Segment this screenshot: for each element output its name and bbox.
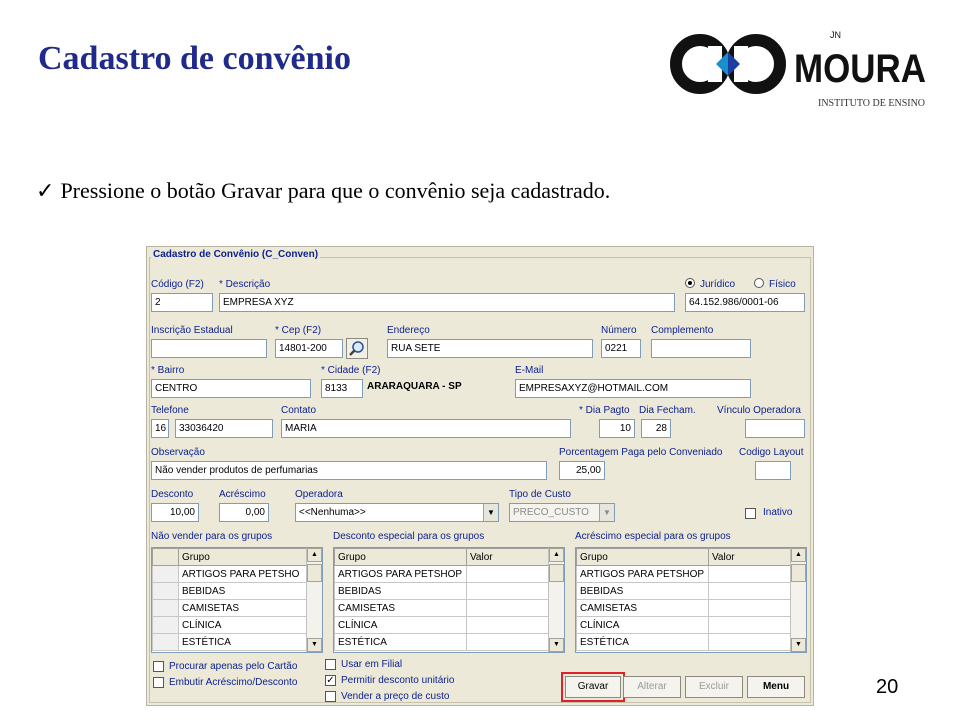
operadora-value: <<Nenhuma>>	[299, 507, 366, 518]
logo-text: MOURA	[794, 47, 926, 91]
fisico-label: Físico	[769, 279, 796, 290]
cep-search-button[interactable]	[346, 338, 368, 359]
desconto-label: Desconto	[151, 489, 194, 500]
dia-pagto-field[interactable]: 10	[599, 419, 635, 438]
codigo-layout-field[interactable]	[755, 461, 791, 480]
observacao-field[interactable]: Não vender produtos de perfumarias	[151, 461, 547, 480]
telefone-label: Telefone	[151, 405, 189, 416]
acrescimo-field[interactable]: 0,00	[219, 503, 269, 522]
nao-vender-grid[interactable]	[151, 547, 323, 653]
ddd-field[interactable]: 16	[151, 419, 169, 438]
acrescimo-label: Acréscimo	[219, 489, 266, 500]
tipo-custo-select[interactable]	[509, 503, 615, 522]
desconto-grupos-label: Desconto especial para os grupos	[333, 531, 485, 542]
complemento-label: Complemento	[651, 325, 714, 336]
descricao-field[interactable]: EMPRESA XYZ	[219, 293, 675, 312]
moura-logo	[668, 20, 930, 116]
scroll-thumb[interactable]	[307, 564, 322, 582]
dia-fecham-label: Dia Fecham.	[639, 405, 696, 416]
acrescimo-table	[576, 548, 791, 651]
logo-subtitle: INSTITUTO DE ENSINO	[818, 98, 926, 109]
scroll-down-icon[interactable]: ▼	[791, 638, 806, 652]
table-row[interactable]: CLÍNICA	[577, 617, 709, 634]
chevron-down-icon[interactable]: ▼	[599, 504, 614, 521]
table-row[interactable]: ARTIGOS PARA PETSHOP	[335, 566, 467, 583]
descricao-label: * Descrição	[219, 279, 271, 290]
column-header[interactable]: Grupo	[179, 549, 307, 566]
dia-fecham-field[interactable]: 28	[641, 419, 671, 438]
table-row[interactable]: ESTÉTICA	[577, 634, 709, 651]
scrollbar[interactable]	[548, 548, 564, 652]
chevron-down-icon[interactable]: ▼	[483, 504, 498, 521]
table-row[interactable]: BEBIDAS	[335, 583, 467, 600]
embutir-checkbox[interactable]	[153, 677, 164, 688]
inativo-label: Inativo	[763, 507, 793, 518]
cnpj-field[interactable]: 64.152.986/0001-06	[685, 293, 805, 312]
form-title: Cadastro de Convênio (C_Conven)	[153, 249, 319, 260]
email-field[interactable]: EMPRESAXYZ@HOTMAIL.COM	[515, 379, 751, 398]
contato-label: Contato	[281, 405, 317, 416]
scroll-up-icon[interactable]: ▲	[791, 548, 806, 562]
inscricao-label: Inscrição Estadual	[151, 325, 233, 336]
magnifier-icon	[347, 339, 367, 358]
telefone-field[interactable]: 33036420	[175, 419, 273, 438]
table-row[interactable]: CLÍNICA	[179, 617, 307, 634]
usar-filial-label: Usar em Filial	[341, 659, 403, 670]
vender-custo-label: Vender a preço de custo	[341, 691, 450, 702]
instruction-line	[36, 178, 610, 204]
table-row[interactable]: CAMISETAS	[577, 600, 709, 617]
table-row[interactable]: CAMISETAS	[335, 600, 467, 617]
inscricao-field[interactable]	[151, 339, 267, 358]
bairro-field[interactable]: CENTRO	[151, 379, 311, 398]
menu-button[interactable]: Menu	[747, 676, 805, 698]
observacao-label: Observação	[151, 447, 205, 458]
cep-label: * Cep (F2)	[275, 325, 322, 336]
codigo-field[interactable]: 2	[151, 293, 213, 312]
procurar-cartao-label: Procurar apenas pelo Cartão	[169, 661, 298, 672]
acrescimo-grid[interactable]	[575, 547, 807, 653]
table-row[interactable]: ESTÉTICA	[179, 634, 307, 651]
scroll-up-icon[interactable]: ▲	[307, 548, 322, 562]
nao-vender-table	[152, 548, 307, 651]
fisico-radio[interactable]	[754, 278, 764, 288]
column-header[interactable]: Grupo	[335, 549, 467, 566]
column-header[interactable]: Valor	[467, 549, 549, 566]
table-row[interactable]: BEBIDAS	[179, 583, 307, 600]
operadora-label: Operadora	[295, 489, 343, 500]
slide-title: Cadastro de convênio	[38, 40, 351, 77]
contato-field[interactable]: MARIA	[281, 419, 571, 438]
table-row[interactable]: ARTIGOS PARA PETSHOP	[577, 566, 709, 583]
porcentagem-label: Porcentagem Paga pelo Conveniado	[559, 447, 723, 458]
desconto-table	[334, 548, 549, 651]
table-row[interactable]: BEBIDAS	[577, 583, 709, 600]
instruction-text: Pressione o botão Gravar para que o convênio seja cadastrado.	[60, 178, 611, 203]
cidade-label: * Cidade (F2)	[321, 365, 381, 376]
cep-field[interactable]: 14801-200	[275, 339, 343, 358]
juridico-label: Jurídico	[700, 279, 736, 290]
permitir-desconto-checkbox[interactable]: ✓	[326, 675, 335, 686]
operadora-select[interactable]	[295, 503, 499, 522]
table-row[interactable]: CLÍNICA	[335, 617, 467, 634]
inativo-checkbox[interactable]	[745, 508, 756, 519]
scroll-down-icon[interactable]: ▼	[307, 638, 322, 652]
numero-field[interactable]: 0221	[601, 339, 641, 358]
usar-filial-checkbox[interactable]	[325, 659, 336, 670]
permitir-desconto-label: Permitir desconto unitário	[341, 675, 455, 686]
table-row[interactable]: CAMISETAS	[179, 600, 307, 617]
column-header[interactable]: Grupo	[577, 549, 709, 566]
email-label: E-Mail	[515, 365, 544, 376]
checkmark-icon: ✓	[36, 178, 55, 203]
codigo-layout-label: Codigo Layout	[739, 447, 804, 458]
scroll-thumb[interactable]	[549, 564, 564, 582]
acrescimo-grupos-label: Acréscimo especial para os grupos	[575, 531, 731, 542]
procurar-cartao-checkbox[interactable]	[153, 661, 164, 672]
alterar-button[interactable]: Alterar	[623, 676, 681, 698]
codigo-label: Código (F2)	[151, 279, 204, 290]
dia-pagto-label: * Dia Pagto	[579, 405, 630, 416]
scroll-down-icon[interactable]: ▼	[549, 638, 564, 652]
complemento-field[interactable]	[651, 339, 751, 358]
column-header[interactable]: Valor	[709, 549, 791, 566]
vinculo-field[interactable]	[745, 419, 805, 438]
scroll-thumb[interactable]	[791, 564, 806, 582]
numero-label: Número	[601, 325, 637, 336]
endereco-field[interactable]: RUA SETE	[387, 339, 593, 358]
convenio-form-window	[146, 246, 814, 706]
gravar-button[interactable]: Gravar	[565, 676, 621, 698]
logo-superscript: JN	[830, 30, 841, 40]
porcentagem-field[interactable]: 25,00	[559, 461, 605, 480]
scrollbar[interactable]	[306, 548, 322, 652]
embutir-label: Embutir Acréscimo/Desconto	[169, 677, 298, 688]
bairro-label: * Bairro	[151, 365, 185, 376]
page-number: 20	[876, 676, 899, 698]
table-row[interactable]: ESTÉTICA	[335, 634, 467, 651]
vinculo-label: Vínculo Operadora	[717, 405, 801, 416]
tipo-custo-value: PRECO_CUSTO	[513, 507, 589, 518]
desconto-field[interactable]: 10,00	[151, 503, 199, 522]
excluir-button[interactable]: Excluir	[685, 676, 743, 698]
tipo-custo-label: Tipo de Custo	[509, 489, 571, 500]
cidade-name: ARARAQUARA - SP	[367, 381, 462, 392]
juridico-radio[interactable]	[685, 278, 695, 288]
endereco-label: Endereço	[387, 325, 430, 336]
logo-mark	[676, 40, 780, 88]
scroll-up-icon[interactable]: ▲	[549, 548, 564, 562]
table-row[interactable]: ARTIGOS PARA PETSHO	[179, 566, 307, 583]
nao-vender-label: Não vender para os grupos	[151, 531, 273, 542]
vender-custo-checkbox[interactable]	[325, 691, 336, 702]
scrollbar[interactable]	[790, 548, 806, 652]
cidade-field[interactable]: 8133	[321, 379, 363, 398]
desconto-grid[interactable]	[333, 547, 565, 653]
